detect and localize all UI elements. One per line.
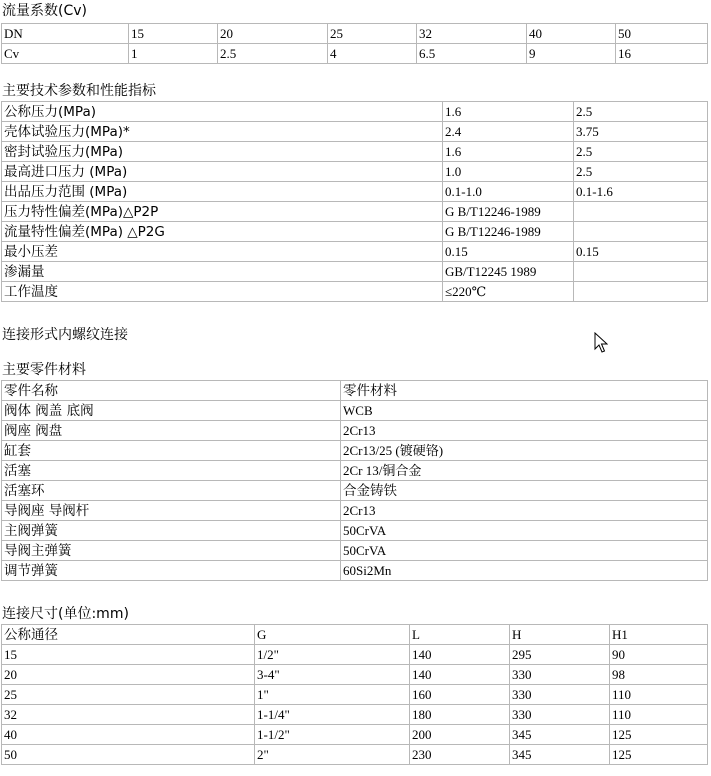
- table-cell: 32: [2, 705, 255, 725]
- table-cell: 180: [410, 705, 510, 725]
- table-cell: 295: [510, 645, 610, 665]
- table-row: [2, 561, 708, 581]
- table-cell: 160: [410, 685, 510, 705]
- table-cell: 25: [328, 24, 417, 44]
- table-row: [2, 262, 708, 282]
- param-name: 壳体试验压力(MPa)*: [2, 122, 443, 142]
- table-cell: 2": [255, 745, 410, 765]
- table-row: [2, 222, 708, 242]
- table-cell: 98: [610, 665, 708, 685]
- param-value: [574, 282, 708, 302]
- table-row: [2, 142, 708, 162]
- table-row: [2, 521, 708, 541]
- table-row: [2, 24, 708, 44]
- table-cell: 50: [616, 24, 708, 44]
- table-cell: 1: [129, 44, 218, 64]
- materials-title: 主要零件材料: [2, 362, 86, 378]
- param-value: 0.15: [574, 242, 708, 262]
- table-row: [2, 401, 708, 421]
- table-cell: 330: [510, 665, 610, 685]
- param-value: ≤220℃: [443, 282, 574, 302]
- param-value: 2.5: [574, 142, 708, 162]
- table-cell: 40: [527, 24, 616, 44]
- part-name: 缸套: [2, 441, 341, 461]
- table-cell: 32: [417, 24, 527, 44]
- table-row: [2, 122, 708, 142]
- table-header-cell: L: [410, 625, 510, 645]
- table-cell: 1-1/2": [255, 725, 410, 745]
- table-cell: 345: [510, 745, 610, 765]
- param-name: 最高进口压力 (MPa): [2, 162, 443, 182]
- part-material: 2Cr 13/铜合金: [341, 461, 708, 481]
- table-cell: 140: [410, 665, 510, 685]
- table-cell: 125: [610, 745, 708, 765]
- part-material: 合金铸铁: [341, 481, 708, 501]
- part-name: 主阀弹簧: [2, 521, 341, 541]
- table-cell: 345: [510, 725, 610, 745]
- param-value: 0.1-1.6: [574, 182, 708, 202]
- part-material: 2Cr13: [341, 501, 708, 521]
- table-cell: 3-4": [255, 665, 410, 685]
- param-name: 工作温度: [2, 282, 443, 302]
- param-value: GB/T12245 1989: [443, 262, 574, 282]
- param-value: 2.5: [574, 102, 708, 122]
- part-name: 导阀主弹簧: [2, 541, 341, 561]
- table-row: [2, 44, 708, 64]
- table-cell: 50: [2, 745, 255, 765]
- table-cell: 200: [410, 725, 510, 745]
- table-row: [2, 441, 708, 461]
- param-name: 密封试验压力(MPa): [2, 142, 443, 162]
- specs-table: [1, 101, 708, 302]
- table-row: [2, 481, 708, 501]
- table-header-cell: H: [510, 625, 610, 645]
- table-cell: 330: [510, 685, 610, 705]
- param-value: G B/T12246-1989: [443, 202, 574, 222]
- flow-coefficient-table: [1, 23, 708, 64]
- part-name: 阀座 阀盘: [2, 421, 341, 441]
- table-cell: 110: [610, 685, 708, 705]
- part-name: 零件名称: [2, 381, 341, 401]
- table-cell: 1-1/4": [255, 705, 410, 725]
- part-material: 零件材料: [341, 381, 708, 401]
- table-header-cell: 公称通径: [2, 625, 255, 645]
- param-value: 1.0: [443, 162, 574, 182]
- connection-type-text: 连接形式内螺纹连接: [2, 327, 128, 343]
- table-cell: 25: [2, 685, 255, 705]
- table-row: [2, 421, 708, 441]
- table-cell: 110: [610, 705, 708, 725]
- part-name: 活塞: [2, 461, 341, 481]
- table-cell: 40: [2, 725, 255, 745]
- table-cell: 1": [255, 685, 410, 705]
- dimensions-title: 连接尺寸(单位:mm): [2, 606, 129, 622]
- table-row: [2, 202, 708, 222]
- table-row: [2, 242, 708, 262]
- table-row: [2, 625, 708, 645]
- materials-table: [1, 380, 708, 581]
- table-row: [2, 725, 708, 745]
- table-cell: 20: [2, 665, 255, 685]
- param-value: 1.6: [443, 102, 574, 122]
- table-cell: 9: [527, 44, 616, 64]
- part-material: 60Si2Mn: [341, 561, 708, 581]
- param-name: 压力特性偏差(MPa)△P2P: [2, 202, 443, 222]
- table-row: [2, 461, 708, 481]
- param-name: 流量特性偏差(MPa) △P2G: [2, 222, 443, 242]
- table-cell: 4: [328, 44, 417, 64]
- param-value: 1.6: [443, 142, 574, 162]
- table-row: [2, 705, 708, 725]
- part-material: 2Cr13/25 (镀硬铬): [341, 441, 708, 461]
- part-material: 50CrVA: [341, 541, 708, 561]
- table-row: [2, 501, 708, 521]
- param-value: [574, 222, 708, 242]
- table-cell: DN: [2, 24, 129, 44]
- part-name: 阀体 阀盖 底阀: [2, 401, 341, 421]
- table-row: [2, 645, 708, 665]
- table-row: [2, 745, 708, 765]
- table-row: [2, 162, 708, 182]
- table-cell: 6.5: [417, 44, 527, 64]
- part-material: 50CrVA: [341, 521, 708, 541]
- part-name: 活塞环: [2, 481, 341, 501]
- table-cell: 20: [218, 24, 328, 44]
- param-value: [574, 202, 708, 222]
- dimensions-table: [1, 624, 708, 765]
- param-value: 2.4: [443, 122, 574, 142]
- param-name: 出品压力范围 (MPa): [2, 182, 443, 202]
- table-cell: 330: [510, 705, 610, 725]
- table-row: [2, 102, 708, 122]
- param-value: G B/T12246-1989: [443, 222, 574, 242]
- table-cell: 125: [610, 725, 708, 745]
- param-value: [574, 262, 708, 282]
- table-row: [2, 182, 708, 202]
- param-name: 公称压力(MPa): [2, 102, 443, 122]
- param-value: 2.5: [574, 162, 708, 182]
- table-cell: 16: [616, 44, 708, 64]
- table-cell: 230: [410, 745, 510, 765]
- part-name: 调节弹簧: [2, 561, 341, 581]
- param-name: 渗漏量: [2, 262, 443, 282]
- param-value: 0.1-1.0: [443, 182, 574, 202]
- table-row: [2, 685, 708, 705]
- table-cell: 1/2": [255, 645, 410, 665]
- flow-coefficient-title: 流量系数(Cv): [2, 3, 87, 19]
- part-material: WCB: [341, 401, 708, 421]
- table-header-cell: H1: [610, 625, 708, 645]
- table-cell: 140: [410, 645, 510, 665]
- table-header-cell: G: [255, 625, 410, 645]
- part-name: 导阀座 导阀杆: [2, 501, 341, 521]
- table-row: [2, 381, 708, 401]
- mouse-pointer-icon: [594, 332, 608, 354]
- table-cell: 15: [2, 645, 255, 665]
- table-row: [2, 541, 708, 561]
- specs-title: 主要技术参数和性能指标: [2, 83, 156, 99]
- table-row: [2, 282, 708, 302]
- param-value: 3.75: [574, 122, 708, 142]
- param-name: 最小压差: [2, 242, 443, 262]
- table-cell: 2.5: [218, 44, 328, 64]
- part-material: 2Cr13: [341, 421, 708, 441]
- table-cell: 90: [610, 645, 708, 665]
- table-cell: Cv: [2, 44, 129, 64]
- table-cell: 15: [129, 24, 218, 44]
- param-value: 0.15: [443, 242, 574, 262]
- table-row: [2, 665, 708, 685]
